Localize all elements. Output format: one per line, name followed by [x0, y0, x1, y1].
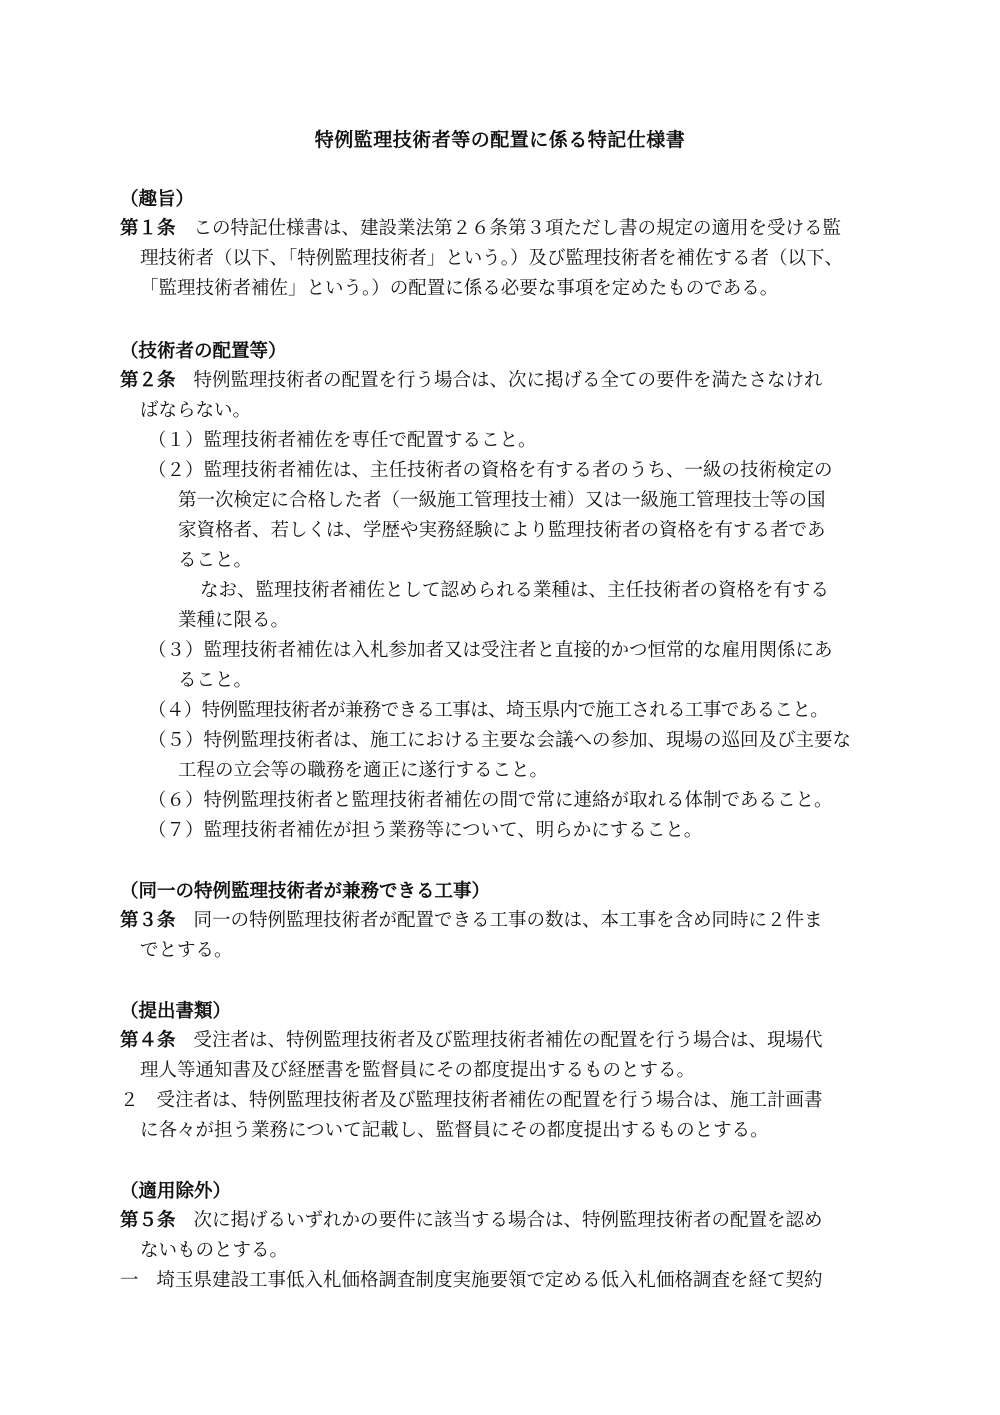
article-5-text: 次に掲げるいずれかの要件に該当する場合は、特例監理技術者の配置を認め	[193, 1210, 823, 1231]
article-5-item-1	[120, 1266, 882, 1296]
article-5-item-1-number: 一	[120, 1270, 139, 1291]
article-2-text: 特例監理技術者の配置を行う場合は、次に掲げる全ての要件を満たさなけれ	[193, 370, 823, 391]
article-2-label: 第２条	[120, 370, 176, 391]
article-2-item-2-line-1: （２）監理技術者補佐は、主任技術者の資格を有する者のうち、一級の技術検定の	[148, 460, 833, 481]
article-2-item-4: （４）特例監理技術者が兼務できる工事は、埼玉県内で施工される工事であること。	[148, 700, 829, 721]
article-4-heading: （提出書類）	[120, 1001, 232, 1022]
article-4-para-2-line-1	[120, 1086, 882, 1116]
article-5-heading: （適用除外）	[120, 1181, 232, 1202]
article-2-item-2-line-2: 第一次検定に合格した者（一級施工管理技士補）又は一級施工管理技士等の国	[178, 490, 826, 511]
article-3-label: 第３条	[120, 910, 176, 931]
article-2-item-5-line-1: （５）特例監理技術者は、施工における主要な会議への参加、現場の巡回及び主要な	[148, 730, 852, 751]
article-2-line-2: ばならない。	[140, 400, 252, 421]
article-2-heading: （技術者の配置等）	[120, 341, 287, 362]
article-2-item-3-line-1: （３）監理技術者補佐は入札参加者又は受注者と直接的かつ恒常的な雇用関係にあ	[148, 640, 833, 661]
article-5-label: 第５条	[120, 1210, 176, 1231]
article-2-line-1	[120, 366, 882, 396]
article-1-text: この特記仕様書は、建設業法第２６条第３項ただし書の規定の適用を受ける監	[193, 218, 842, 239]
article-4-para-2-line-2: に各々が担う業務について記載し、監督員にその都度提出するものとする。	[140, 1120, 769, 1141]
document-title: 特例監理技術者等の配置に係る特記仕様書	[314, 129, 686, 151]
article-1-heading: （趣旨）	[120, 189, 195, 210]
article-5-line-2: ないものとする。	[140, 1240, 289, 1261]
article-1-line-3: 「監理技術者補佐」という。）の配置に係る必要な事項を定めたものである。	[140, 278, 779, 299]
article-4-label: 第４条	[120, 1030, 176, 1051]
article-2-item-1: （１）監理技術者補佐を専任で配置すること。	[148, 430, 537, 451]
article-2-item-2-line-3: 家資格者、若しくは、学歴や実務経験により監理技術者の資格を有する者であ	[178, 520, 826, 541]
article-4-para-2-text: 受注者は、特例監理技術者及び監理技術者補佐の配置を行う場合は、施工計画書	[156, 1090, 823, 1111]
article-2-item-7: （７）監理技術者補佐が担う業務等について、明らかにすること。	[148, 820, 703, 841]
article-1-label: 第１条	[120, 218, 176, 239]
article-1-line-2: 理技術者（以下、「特例監理技術者」という。）及び監理技術者を補佐する者（以下、	[140, 248, 844, 269]
article-4-text: 受注者は、特例監理技術者及び監理技術者補佐の配置を行う場合は、現場代	[193, 1030, 823, 1051]
article-3-heading: （同一の特例監理技術者が兼務できる工事）	[120, 881, 491, 902]
article-2-item-6: （６）特例監理技術者と監理技術者補佐の間で常に連絡が取れる体制であること。	[148, 790, 833, 811]
article-2-item-3-line-2: ること。	[178, 670, 253, 691]
article-3-line-1	[120, 906, 882, 936]
article-2-item-5-line-2: 工程の立会等の職務を適正に遂行すること。	[178, 760, 549, 781]
article-1-line-1	[120, 214, 882, 244]
article-5-line-1	[120, 1206, 882, 1236]
article-3-line-2: でとする。	[140, 940, 233, 961]
article-2-item-2-line-6: 業種に限る。	[178, 610, 290, 631]
article-4-para-2-number: ２	[120, 1090, 139, 1111]
article-3-text: 同一の特例監理技術者が配置できる工事の数は、本工事を含め同時に２件ま	[193, 910, 823, 931]
article-4-line-1	[120, 1026, 882, 1056]
article-2-item-2-line-5: なお、監理技術者補佐として認められる業種は、主任技術者の資格を有する	[200, 580, 830, 601]
article-4-line-2: 理人等通知書及び経歴書を監督員にその都度提出するものとする。	[140, 1060, 696, 1081]
article-5-item-1-text: 埼玉県建設工事低入札価格調査制度実施要領で定める低入札価格調査を経て契約	[156, 1270, 823, 1291]
article-2-item-2-line-4: ること。	[178, 550, 253, 571]
